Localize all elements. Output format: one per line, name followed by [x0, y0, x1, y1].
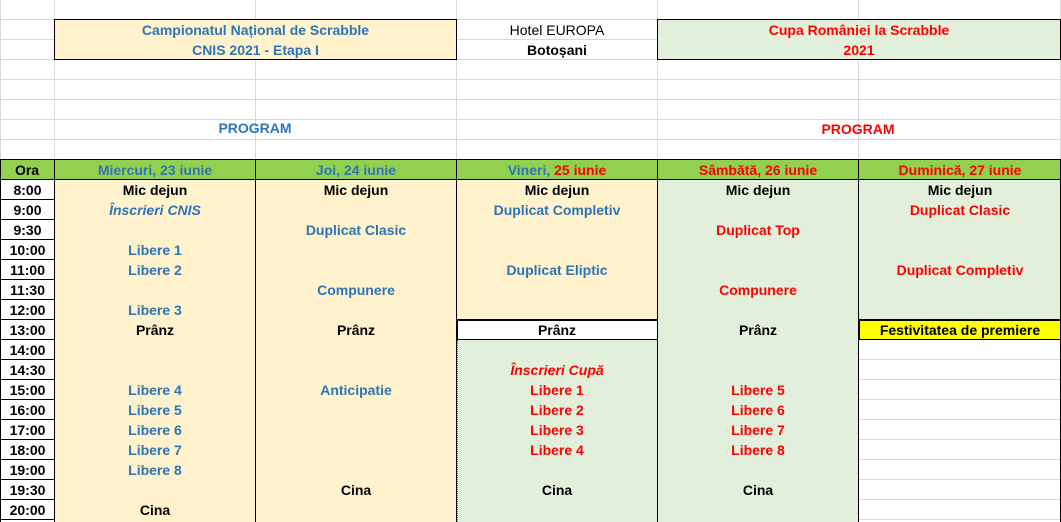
gridline-h — [0, 99, 1061, 100]
sat-event: Libere 5 — [731, 382, 785, 398]
thu-event: Cina — [340, 482, 372, 498]
program-left-label: PROGRAM — [218, 120, 292, 136]
thu-event: Mic dejun — [323, 182, 389, 198]
border-wed — [255, 159, 256, 522]
sun-event: Duplicat Completiv — [896, 262, 1024, 278]
fri-event: Libere 4 — [530, 442, 584, 458]
header-fri-date: 25 iunie — [554, 162, 607, 178]
header-wed: Miercuri, 23 iunie — [97, 162, 213, 178]
wed-event: Înscrieri CNIS — [109, 202, 201, 218]
wed-event: Mic dejun — [122, 182, 188, 198]
time-cell: 18:00 — [9, 442, 46, 458]
sat-event: Mic dejun — [725, 182, 791, 198]
header-fri-day: Vineri, — [507, 162, 555, 178]
header-ora: Ora — [14, 162, 40, 178]
fri-event: Duplicat Eliptic — [506, 262, 608, 278]
sun-event: Duplicat Clasic — [909, 202, 1011, 218]
wed-event: Libere 3 — [128, 302, 182, 318]
time-cell: 13:00 — [9, 322, 46, 338]
sun-event: Mic dejun — [927, 182, 993, 198]
gridline-v — [0, 0, 1, 160]
gridline-h — [859, 499, 1061, 500]
wed-event: Libere 5 — [128, 402, 182, 418]
wed-event: Libere 6 — [128, 422, 182, 438]
gridline-h — [859, 439, 1061, 440]
sat-event: Duplicat Top — [716, 222, 800, 238]
gridline-h — [859, 359, 1061, 360]
cup-title-line1: Cupa României la Scrabble — [768, 22, 950, 38]
fri-event: Înscrieri Cupă — [510, 362, 604, 378]
cnis-title-line1: Campionatul Național de Scrabble — [141, 22, 370, 38]
time-cell: 16:00 — [9, 402, 46, 418]
gridline-h — [859, 379, 1061, 380]
thu-event: Compunere — [317, 282, 395, 298]
time-cell: 11:30 — [9, 282, 46, 298]
fri-event: Libere 2 — [530, 402, 584, 418]
gridline-h — [859, 519, 1061, 520]
border-fri — [657, 159, 658, 522]
time-cell: 11:00 — [9, 262, 46, 278]
header-sat: Sâmbătă, 26 iunie — [698, 162, 818, 178]
wed-event: Prânz — [135, 322, 175, 338]
venue-hotel — [457, 20, 657, 40]
time-cell: 20:00 — [9, 502, 46, 518]
fri-event: Libere 1 — [530, 382, 584, 398]
cnis-title-line2: CNIS 2021 - Etapa I — [192, 42, 319, 58]
time-cell: 9:30 — [13, 222, 42, 238]
sat-event: Prânz — [738, 322, 778, 338]
thu-event: Duplicat Clasic — [305, 222, 407, 238]
time-cell: 14:00 — [9, 342, 46, 358]
gridline-h — [0, 139, 1061, 140]
wed-event: Libere 2 — [128, 262, 182, 278]
wed-event: Cina — [139, 502, 171, 518]
time-cell: 9:00 — [13, 202, 42, 218]
time-cell: 19:30 — [9, 482, 46, 498]
header-thu: Joi, 24 iunie — [315, 162, 397, 178]
row-separator — [0, 519, 55, 520]
wed-event: Libere 4 — [128, 382, 182, 398]
header-fri — [457, 160, 657, 180]
sat-event: Compunere — [719, 282, 797, 298]
program-right-label: PROGRAM — [821, 121, 895, 137]
time-cell: 17:00 — [9, 422, 46, 438]
wed-event: Libere 8 — [128, 462, 182, 478]
time-cell: 8:00 — [13, 182, 42, 198]
fri-event: Cina — [541, 482, 573, 498]
thu-event: Prânz — [336, 322, 376, 338]
gridline-h — [0, 79, 1061, 80]
gridline-h — [859, 479, 1061, 480]
fri-event: Duplicat Completiv — [493, 202, 621, 218]
time-cell: 12:00 — [9, 302, 46, 318]
header-sun: Duminică, 27 iunie — [898, 162, 1022, 178]
thu-event: Anticipatie — [320, 382, 392, 398]
venue-city: Botoșani — [527, 42, 587, 58]
fri-event: Mic dejun — [524, 182, 590, 198]
sat-event: Cina — [742, 482, 774, 498]
fri-event: Libere 3 — [530, 422, 584, 438]
time-cell: 15:00 — [9, 382, 46, 398]
time-cell: 14:30 — [9, 362, 46, 378]
gridline-h — [859, 419, 1061, 420]
sun-event: Festivitatea de premiere — [879, 322, 1041, 338]
sat-event: Libere 7 — [731, 422, 785, 438]
gridline-h — [859, 399, 1061, 400]
wed-event: Libere 7 — [128, 442, 182, 458]
sat-event: Libere 8 — [731, 442, 785, 458]
gridline-h — [859, 459, 1061, 460]
fri-event: Prânz — [537, 322, 577, 338]
time-cell: 10:00 — [9, 242, 46, 258]
wed-event: Libere 1 — [128, 242, 182, 258]
sat-event: Libere 6 — [731, 402, 785, 418]
cup-title-line2: 2021 — [843, 42, 875, 58]
time-cell: 19:00 — [9, 462, 46, 478]
venue-hotel-text: Hotel EUROPA — [509, 22, 605, 38]
